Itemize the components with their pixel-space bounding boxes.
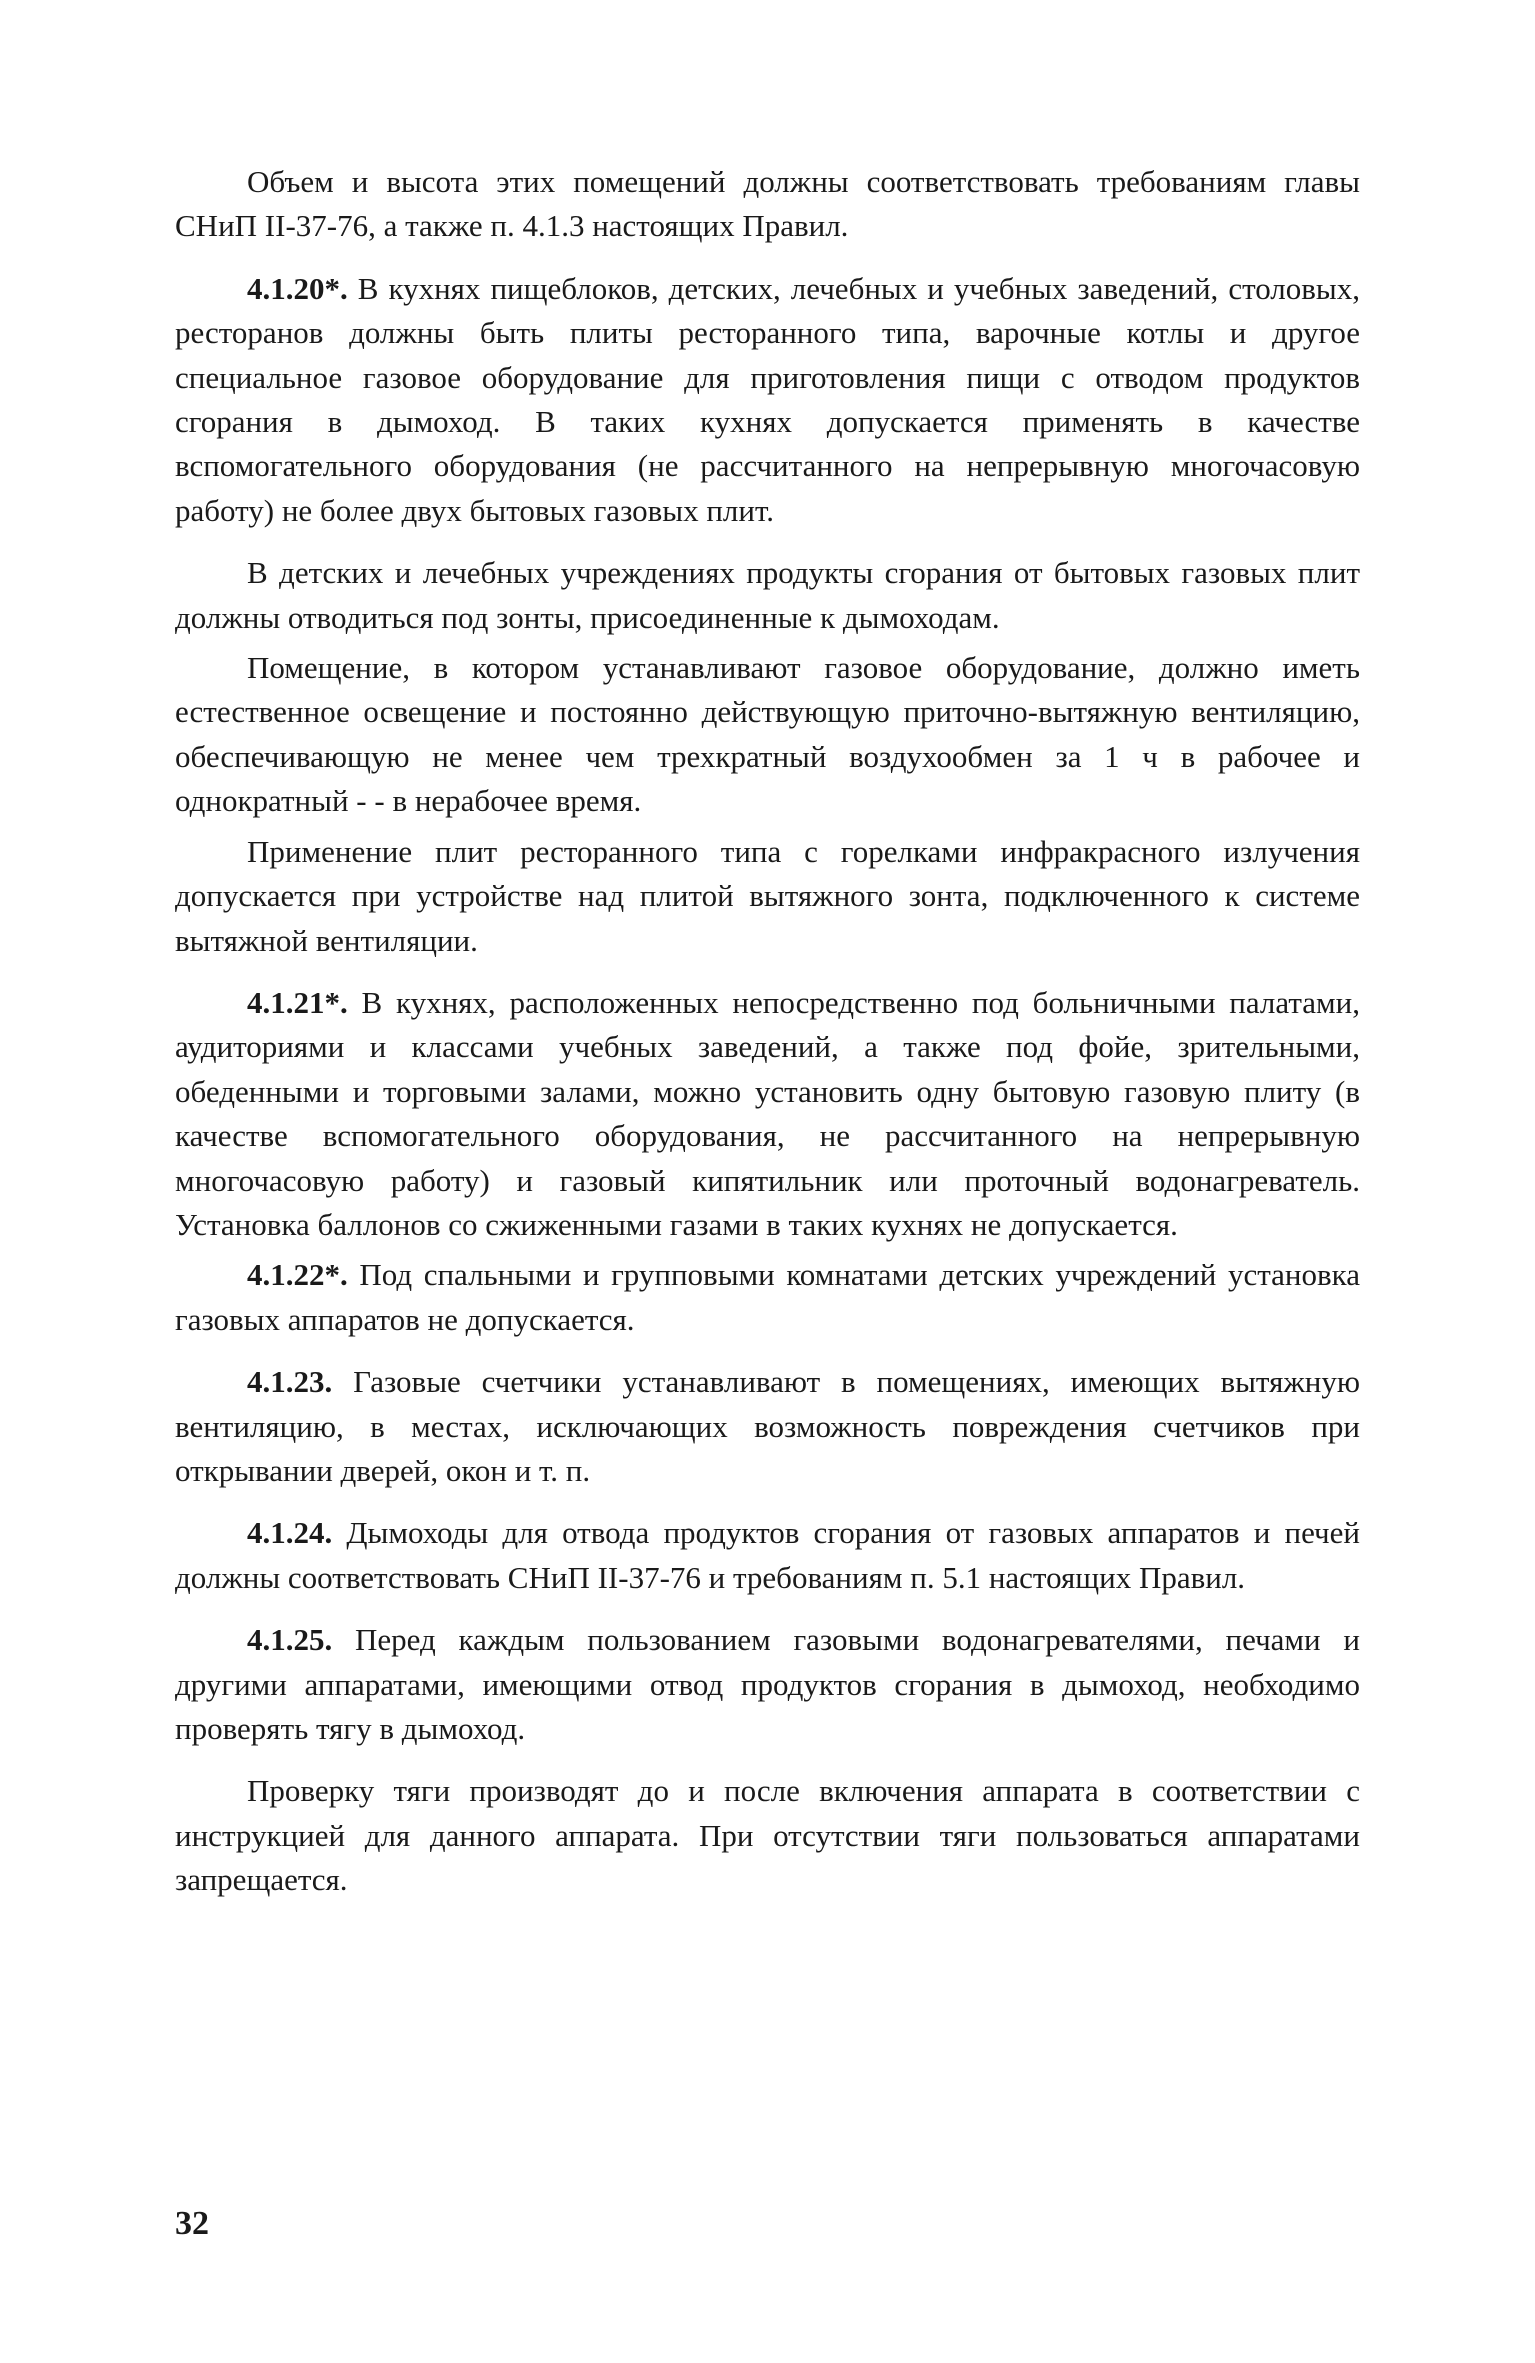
paragraph-2: В детских и лечебных учреждениях продукты сгорания от бытовых газовых плит должны отводиться под зонты, присоединенные к дымоходам. <box>175 555 1360 635</box>
paragraph-4-1-25: 4.1.25. Перед каждым пользованием газовыми водонагревателями, печами и другими аппаратами, имеющими отвод продуктов сгорания в дымоход, необходимо проверять тягу в дымоход. <box>175 1622 1360 1746</box>
paragraph-4-1-23: 4.1.23. Газовые счетчики устанавливают в помещениях, имеющих вытяжную вентиляцию, в местах, исключающих возможность повреждения счетчиков при открывании дверей, окон и т. п. <box>175 1364 1360 1488</box>
clause-number: 4.1.20*. <box>247 270 348 306</box>
paragraph-4: Применение плит ресторанного типа с горелками инфракрасного излучения допускается при устройстве над плитой вытяжного зонта, подключенного к системе вытяжной вентиляции. <box>175 833 1360 958</box>
paragraph-4-1-21: 4.1.21*. В кухнях, расположенных непосредственно под больничными палатами, аудиториями и классами учебных заведений, а также под фойе, зрительными, обеденными и торговыми залами, можно установить одну бытовую газовую плиту (в качестве вспомогательного оборудования, не рассчитанного на непрерывную многочасовую работу) и газовый кипятильник или проточный водонагреватель. Установка баллонов со сжиженными газами в таких кухнях не допускается. <box>175 984 1360 1242</box>
clause-number: 4.1.21*. <box>247 984 348 1020</box>
clause-number: 4.1.22*. <box>247 1257 348 1293</box>
paragraph-4-1-22: 4.1.22*. Под спальными и групповыми комнатами детских учреждений установка газовых аппаратов не допускается. <box>175 1257 1360 1337</box>
clause-number: 4.1.23. <box>247 1364 333 1400</box>
paragraph-4-1-20: 4.1.20*. В кухнях пищеблоков, детских, лечебных и учебных заведений, столовых, ресторанов должны быть плиты ресторанного типа, варочные котлы и другое специальное газовое оборудование для приготовления пищи с отводом продуктов сгорания в дымоход. В таких кухнях допускается применять в качестве вспомогательного оборудования (не рассчитанного на непрерывную многочасовую работу) не более двух бытовых газовых плит. <box>175 270 1360 528</box>
page-number: 32 <box>175 2205 209 2242</box>
paragraph-4-1-24: 4.1.24. Дымоходы для отвода продуктов сгорания от газовых аппаратов и печей должны соответствовать СНиП II-37-76 и требованиям п. 5.1 настоящих Правил. <box>175 1515 1360 1595</box>
clause-number: 4.1.25. <box>247 1622 333 1658</box>
paragraph-3: Помещение, в котором устанавливают газовое оборудование, должно иметь естественное освещение и постоянно действующую приточно-вытяжную вентиляцию, обеспечивающую не менее чем трехкратный воздухообмен за 1 ч в рабочее и однократный - - в нерабочее время. <box>175 650 1360 819</box>
clause-number: 4.1.24. <box>247 1515 333 1551</box>
paragraph-10: Проверку тяги производят до и после включения аппарата в соответствии с инструкцией для данного аппарата. При отсутствии тяги пользоваться аппаратами запрещается. <box>175 1773 1360 1898</box>
paragraph-0: Объем и высота этих помещений должны соответствовать требованиям главы СНиП II-37-76, а также п. 4.1.3 настоящих Правил. <box>175 164 1360 244</box>
